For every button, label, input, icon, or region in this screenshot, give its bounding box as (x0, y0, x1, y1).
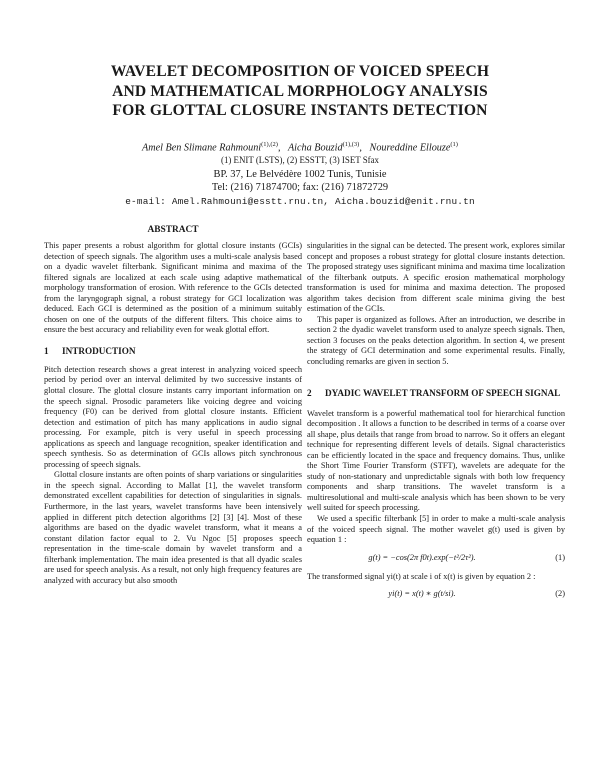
author-affiliation-marker: (1),(3) (342, 141, 360, 148)
section-title: INTRODUCTION (62, 345, 136, 356)
intro-paragraph-continued: singularities in the signal can be detected. The present work, explores similar concept and proposes a robust strategy for glottal closure instants detection. The proposed strategy uses significant minima and maxima time localization of the filterbank outputs. A specific erosion mathematical morphology transformation is used for minima and maxima detection. The proposed algorithm takes decision from different scale minima giving the best estimation of the GCIs. (307, 241, 565, 314)
email-addresses: e-mail: Amel.Rahmouni@esstt.rnu.tn, Aicha.bouzid@enit.rnu.tn (125, 196, 475, 207)
equation-2 (307, 589, 565, 602)
title-line: AND MATHEMATICAL MORPHOLOGY ANALYSIS (112, 82, 488, 100)
affiliations: (1) ENIT (LSTS), (2) ESSTT, (3) ISET Sfax (220, 155, 379, 165)
phone-fax: Tel: (216) 71874700; fax: (216) 71872729 (211, 182, 389, 193)
section-2-heading (307, 388, 565, 399)
equation-expression: yi(t) = x(t) ∗ g(t/si). (388, 589, 456, 599)
section-number: 1 (44, 345, 49, 356)
author-name: Noureddine Ellouze (369, 142, 451, 154)
intro-organization-paragraph: This paper is organized as follows. After an introduction, we describe in section 2 the dyadic wavelet transform used to analyze speech signals. Then, section 3 focuses on the peaks detection algorithm. In section 4, we present the strategy of GCI determination and some experimental results. Finally, concluding remarks are given in section 5. (307, 314, 565, 367)
intro-paragraph: Pitch detection research shows a great interest in analyzing voiced speech period by period over an interval delimited by two successive instants of glottal closure. The glottal closure instants carry important information on the speech signal. Prosodic parameters like voicing degree and voicing frequency (F0) can be derived from glottal closure instants. Efficient detection and estimation of pitch has many applications in audio signal processing. For example, pitch is very useful in speech processing applications as speech and language recognition, speaker identification and speech synthesis. So as determination of GCIs allows pitch synchronous processing of speech signals. (44, 364, 302, 469)
author-affiliation-marker: (1),(2) (261, 141, 278, 148)
equation-expression: g(t) = −cos(2π f0t).exp(−t²/2τ²). (368, 552, 476, 562)
wavelet-paragraph: We used a specific filterbank [5] in order to make a multi-scale analysis of the voiced speech signal. The mother wavelet g(t) used is given by equation 1 : (307, 514, 565, 545)
title-line: FOR GLOTTAL CLOSURE INSTANTS DETECTION (112, 102, 488, 119)
equation-number: (2) (555, 589, 565, 599)
equation-1 (307, 553, 565, 566)
author-name: Amel Ben Slimane Rahmouni (142, 142, 262, 154)
paper-title (40, 62, 560, 121)
section-number: 2 (307, 387, 312, 398)
section-1-heading (44, 346, 302, 357)
author-affiliation-marker: (1) (450, 141, 458, 148)
right-column-content (307, 241, 565, 608)
wavelet-paragraph: The transformed signal yi(t) at scale i of x(t) is given by equation 2 : (307, 571, 536, 581)
abstract-text: This paper presents a robust algorithm for glottal closure instants (GCIs) detection of speech signals. The algorithm uses a multi-scale analysis based on a dyadic wavelet filterbank. Significant minima and maxima of the filtered signals are localized at each scale using adaptive mathematical morphology transformation of erosion. With reference to the GCIs detected from the laryngograph signal, a robust strategy for GCI localization was deduced. Each GCI is determined as the position of a minimum suitably chosen on one of the outputs of the different filters. This choice aims to ensure the best accuracy and reliability even for weak glottal effort. (44, 241, 302, 335)
left-column (44, 241, 302, 586)
abstract-heading: ABSTRACT (147, 225, 199, 235)
title-line: WAVELET DECOMPOSITION OF VOICED SPEECH (110, 63, 490, 80)
equation-number: (1) (555, 552, 565, 562)
intro-paragraph: Glottal closure instants are often points of sharp variations or singularities in the speech signal. According to Mallat [1], the wavelet transform demonstrated excellent capabilities for detection of singularities in signals. Furthermore, in the last years, wavelet transforms have been intensively applied in different pitch detection algorithms [2] [3] [4]. Most of these algorithms are based on the dyadic wavelet transform, what it means a constant dilation factor equal to 2. Vu Ngoc [5] proposes speech representation in the time-scale domain by wavelet transform and a filterbank implementation. The main idea presented is that all dyadic scales are used for speech analysis. As a result, not only high frequency features are analyzed with accuracy but also smooth (44, 470, 302, 585)
section-title: DYADIC WAVELET TRANSFORM OF SPEECH SIGNAL (325, 387, 561, 398)
author-name: Aicha Bouzid (287, 142, 343, 154)
author-list: Amel Ben Slimane Rahmouni$^{(1),(2)}$, Aicha Bouzid$^{(1),(3)}$, Noureddine Ellouze$^{(1)}$ (142, 141, 458, 154)
postal-address: BP. 37, Le Belvédère 1002 Tunis, Tunisie (213, 169, 387, 180)
wavelet-paragraph: Wavelet transform is a powerful mathematical tool for hierarchical function decomposition . It allows a function to be described in terms of a coarse over all shape, plus details that range from broad to narrow. So it offers an elegant technique for representing different levels of details. Signal characteristics can be efficiently located in the space and frequency domains. Thus, unlike the Short Time Fourier Transform (STFT), wavelets are adequate for the study of non-stationary and unpredictable signals with both low frequency components and sharp transitions. The wavelet transform is a multiresolutional and multi-scale analysis which has been shown to be very well suited for speech processing. (307, 408, 565, 513)
